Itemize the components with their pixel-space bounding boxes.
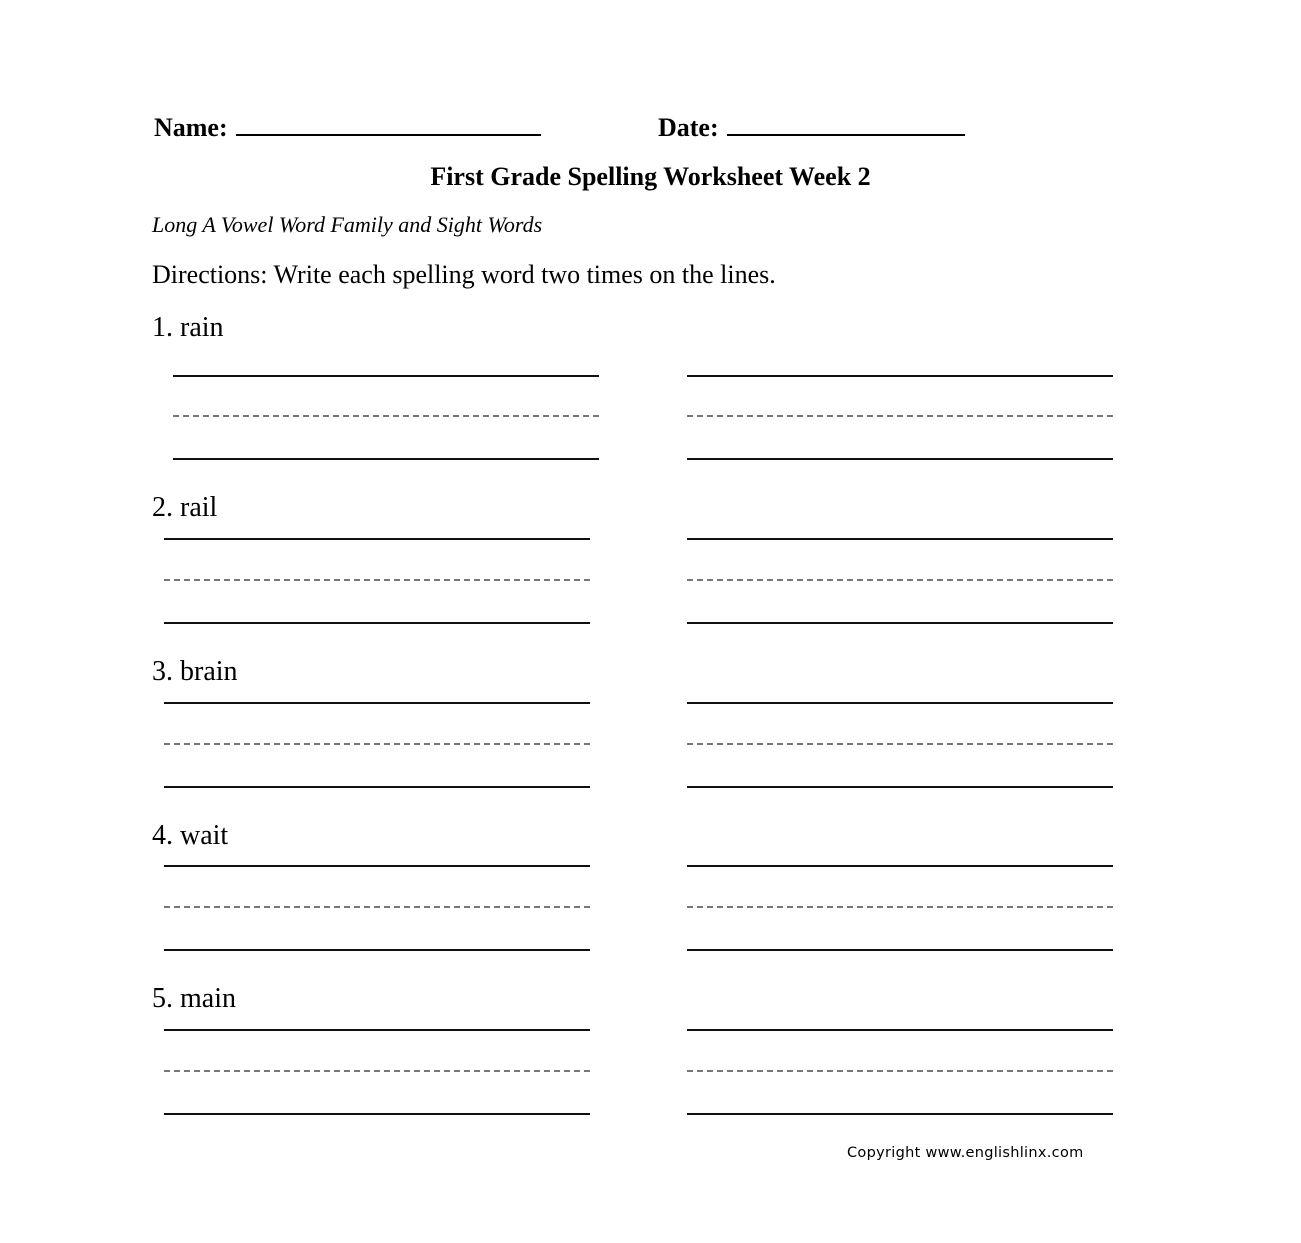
writing-line-top[interactable] xyxy=(164,865,590,867)
name-label: Name: xyxy=(154,113,228,142)
directions-text: Directions: Write each spelling word two times on the lines. xyxy=(152,260,776,289)
date-label: Date: xyxy=(658,113,719,142)
writing-line-mid xyxy=(687,906,1113,908)
spelling-word-5: 5. main xyxy=(152,983,236,1014)
name-blank-line[interactable] xyxy=(236,110,541,136)
writing-line-base[interactable] xyxy=(164,949,590,951)
spelling-word-4: 4. wait xyxy=(152,820,229,851)
writing-line-mid xyxy=(164,906,590,908)
writing-line-top[interactable] xyxy=(687,375,1113,377)
writing-line-mid xyxy=(164,743,590,745)
writing-line-top[interactable] xyxy=(687,538,1113,540)
writing-line-base[interactable] xyxy=(687,1113,1113,1115)
writing-line-base[interactable] xyxy=(687,458,1113,460)
worksheet-title: First Grade Spelling Worksheet Week 2 xyxy=(430,162,871,191)
writing-line-top[interactable] xyxy=(687,1029,1113,1031)
spelling-word-3: 3. brain xyxy=(152,656,238,687)
name-field xyxy=(154,110,541,143)
writing-line-mid xyxy=(173,415,599,417)
writing-line-top[interactable] xyxy=(173,375,599,377)
spelling-word-2: 2. rail xyxy=(152,492,218,523)
spelling-word-1: 1. rain xyxy=(152,312,224,343)
writing-line-mid xyxy=(164,1070,590,1072)
worksheet-subtitle: Long A Vowel Word Family and Sight Words xyxy=(152,212,543,237)
writing-line-top[interactable] xyxy=(164,1029,590,1031)
writing-line-mid xyxy=(687,743,1113,745)
writing-line-top[interactable] xyxy=(164,702,590,704)
writing-line-base[interactable] xyxy=(687,786,1113,788)
date-blank-line[interactable] xyxy=(727,110,965,136)
writing-line-base[interactable] xyxy=(164,786,590,788)
writing-line-top[interactable] xyxy=(687,702,1113,704)
copyright-footer: Copyright www.englishlinx.com xyxy=(847,1145,1084,1161)
writing-line-top[interactable] xyxy=(687,865,1113,867)
writing-line-base[interactable] xyxy=(687,622,1113,624)
writing-line-base[interactable] xyxy=(173,458,599,460)
writing-line-base[interactable] xyxy=(164,622,590,624)
writing-line-base[interactable] xyxy=(164,1113,590,1115)
writing-line-mid xyxy=(687,579,1113,581)
writing-line-mid xyxy=(687,415,1113,417)
writing-line-mid xyxy=(164,579,590,581)
writing-line-base[interactable] xyxy=(687,949,1113,951)
writing-line-top[interactable] xyxy=(164,538,590,540)
date-field xyxy=(658,110,965,143)
writing-line-mid xyxy=(687,1070,1113,1072)
